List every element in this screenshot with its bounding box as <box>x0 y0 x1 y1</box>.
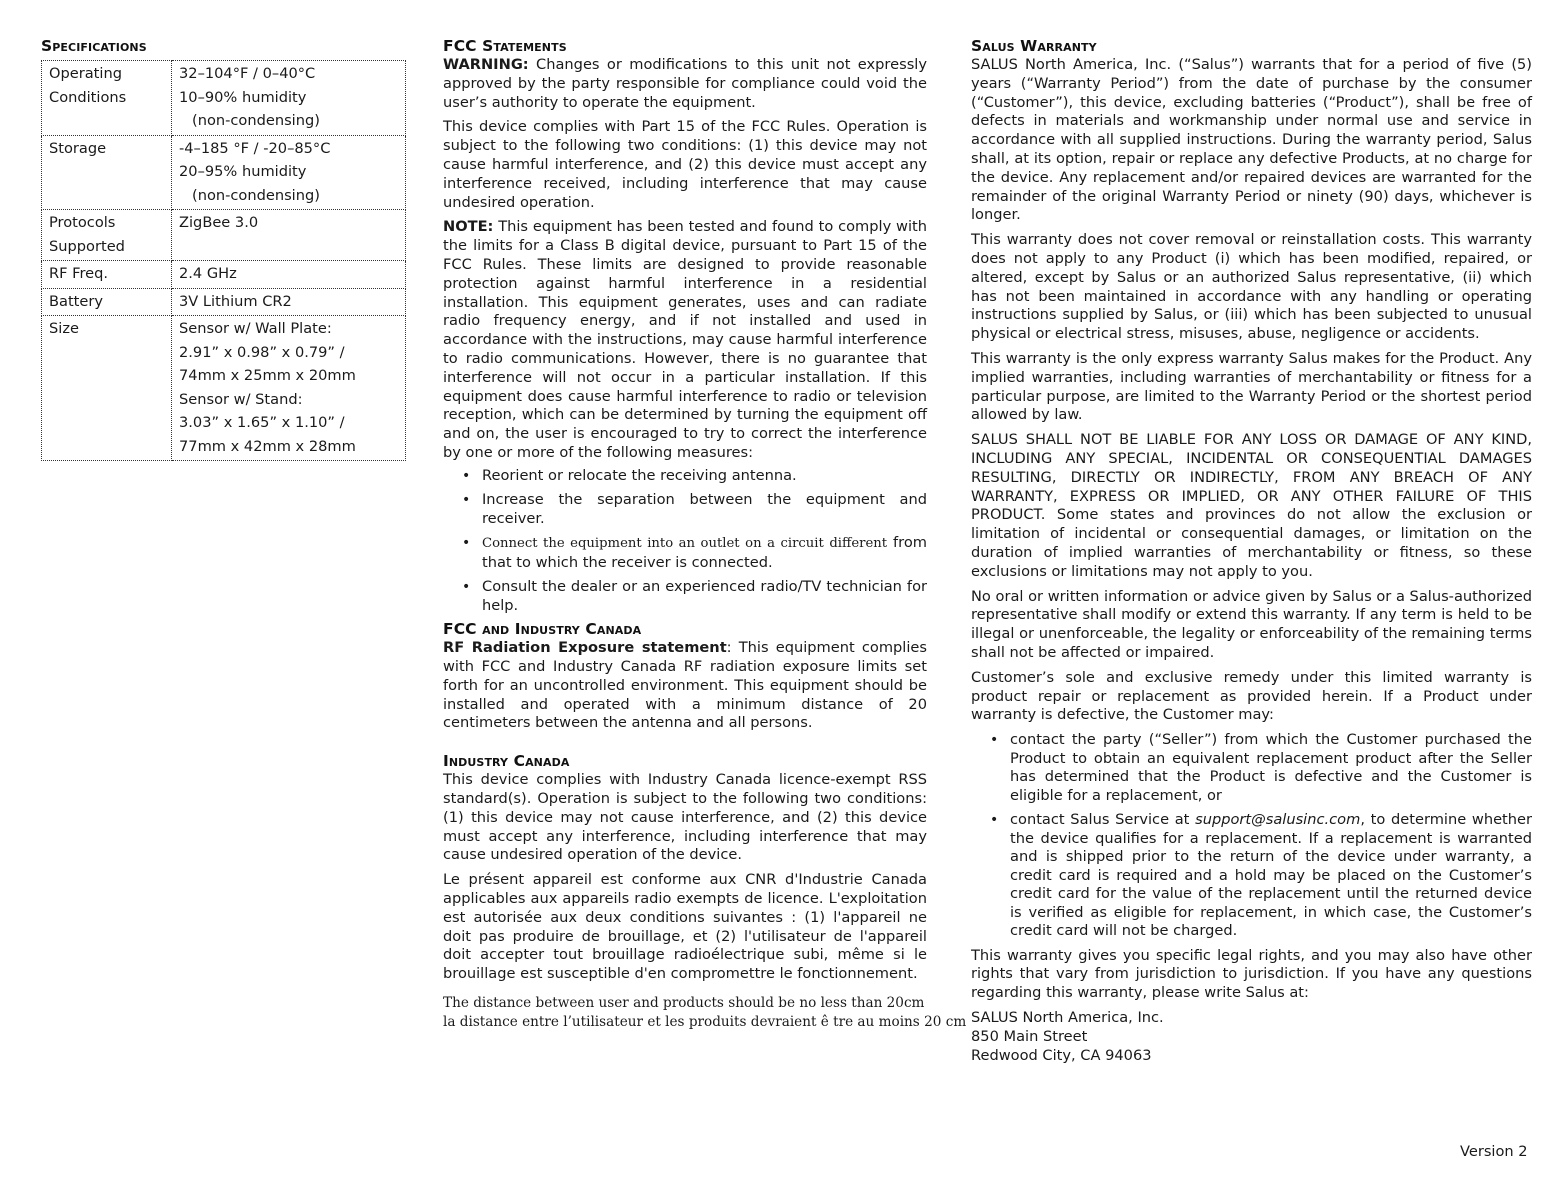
table-row <box>42 288 406 316</box>
address-line: SALUS North America, Inc. <box>971 1008 1164 1026</box>
spec-label: Operating <box>49 65 122 82</box>
note-label: NOTE: <box>443 218 494 236</box>
spec-value: -4–185 °F / -20–85°C <box>179 139 331 157</box>
version-label: Version 2 <box>1460 1143 1528 1160</box>
warranty-heading: Salus Warranty <box>971 37 1097 55</box>
spec-value: (non-condensing) <box>192 112 320 129</box>
table-row <box>42 261 406 289</box>
list-item: • contact Salus Service at support@salusinc.com, to determine whether the device qualifies for a replacement. If a replacement is warranted and is shipped prior to the return of the device under warranty, a credit card is required and a hold may be placed on the Customer’s credit card for the value of the replacement until the returned device is verified as eligible for replacement, in which case, the Customer’s credit card will not be charged. <box>1010 811 1532 941</box>
table-row <box>42 135 406 210</box>
spec-value: 74mm x 25mm x 20mm <box>179 367 356 384</box>
warranty-paragraph: This warranty gives you specific legal rights, and you may also have other rights that vary from jurisdiction to jurisdiction. If you have any questions regarding this warranty, please write Salus at: <box>971 946 1532 1002</box>
fcc-warning-paragraph: WARNING: Changes or modifications to this unit not expressly approved by the party responsible for compliance could void the user’s authority to operate the equipment. <box>443 56 927 111</box>
list-item: • Reorient or relocate the receiving antenna. <box>482 467 927 486</box>
distance-note-en: The distance between user and products should be no less than 20cm <box>443 994 925 1011</box>
warranty-paragraph: SALUS North America, Inc. (“Salus”) warrants that for a period of five (5) years (“Warranty Period”) from the date of purchase by the consumer (“Customer”), this device, excluding batteries (“Product”), shall be free of defects in materials and workmanship under normal use and service in accordance with all supplied instructions. During the warranty period, Salus shall, at its option, repair or replace any defective Products, at no charge for the device. Any replacement and/or repaired devices are warranted for the remainder of the original Warranty Period or ninety (90) days, whichever is longer. <box>971 56 1532 224</box>
spec-value: Sensor w/ Stand: <box>179 390 303 408</box>
spec-value: 2.91” x 0.98” x 0.79” / <box>179 343 345 361</box>
warranty-remedy-list <box>971 731 1532 941</box>
fcc-measures-list <box>443 467 927 616</box>
specifications-section <box>41 36 406 461</box>
list-item: • Consult the dealer or an experienced radio/TV technician for help. <box>482 578 927 615</box>
table-row <box>42 210 406 261</box>
spec-value: 2.4 GHz <box>179 265 237 282</box>
warranty-paragraph: Customer’s sole and exclusive remedy under this limited warranty is product repair or replacement as provided herein. If a Product under warranty is defective, the Customer may: <box>971 668 1532 724</box>
spec-label: Size <box>49 320 79 337</box>
warranty-paragraph: SALUS SHALL NOT BE LIABLE FOR ANY LOSS OR DAMAGE OF ANY KIND, INCLUDING ANY SPECIAL, INCIDENTAL OR CONSEQUENTIAL DAMAGES RESULTING, DIRECTLY OR INDIRECTLY, FROM ANY BREACH OF ANY WARRANTY, EXPRESS OR IMPLIED, OR ANY OTHER FAILURE OF THIS PRODUCT. Some states and provinces do not allow the exclusion or limitation of incidental or consequential damages, or limitation on the duration of implied warranties of merchantability or fitness, so these exclusions or limitations may not apply to you. <box>971 431 1532 580</box>
salus-address <box>971 1009 1532 1065</box>
spec-value: (non-condensing) <box>192 186 320 204</box>
spec-value: 32–104°F / 0–40°C <box>179 65 316 82</box>
specifications-table <box>41 60 406 461</box>
spec-value: 3V Lithium CR2 <box>179 292 292 310</box>
fcc-ic-heading: FCC and Industry Canada <box>443 620 642 639</box>
spec-label: Protocols <box>49 214 116 231</box>
table-row <box>42 316 406 461</box>
specifications-heading: Specifications <box>41 37 147 55</box>
fcc-note-paragraph: NOTE: This equipment has been tested and found to comply with the limits for a Class B digital device, pursuant to Part 15 of the FCC Rules. These limits are designed to provide reasonable protection against harmful interference in a residential installation. This equipment generates, uses and can radiate radio frequency energy, and if not installed and used in accordance with the instructions, may cause harmful interference to radio communications. However, there is no guarantee that interference will not occur in a particular installation. If this equipment does cause harmful interference to radio or television reception, which can be determined by turning the equipment off and on, the user is encouraged to try to correct the interference by one or more of the following measures: <box>443 218 927 461</box>
ic-french-paragraph: Le présent appareil est conforme aux CNR d'Industrie Canada applicables aux appareils radio exempts de licence. L'exploitation est autorisée aux deux conditions suivantes : (1) l'appareil ne doit pas produire de brouillage, et (2) l'utilisateur de l'appareil doit accepter tout brouillage radioélectrique subi, même si le brouillage est susceptible d'en compromettre le fonctionnement. <box>443 871 927 983</box>
spec-value: 77mm x 42mm x 28mm <box>179 437 356 455</box>
fcc-statements-heading: FCC Statements <box>443 37 567 55</box>
warning-label: WARNING: <box>443 56 529 73</box>
spec-label: Storage <box>49 139 107 157</box>
ic-english-paragraph: This device complies with Industry Canada licence-exempt RSS standard(s). Operation is subject to the following two conditions: (1) this device may not cause interference, and (2) this device must accept any interference, including interference that may cause undesired operation of the device. <box>443 771 927 864</box>
warranty-paragraph: No oral or written information or advice given by Salus or a Salus-authorized representative shall modify or extend this warranty. If any term is held to be illegal or unenforceable, the legality or enforceability of the remaining terms shall not be affected or impaired. <box>971 587 1532 661</box>
spec-value: 10–90% humidity <box>179 88 307 106</box>
spec-value: 20–95% humidity <box>179 163 307 180</box>
spec-label: Battery <box>49 292 104 310</box>
support-email-link[interactable]: support@salusinc.com <box>1195 811 1361 829</box>
fcc-column <box>443 36 967 1033</box>
warranty-section <box>971 36 1532 1065</box>
list-item: • Increase the separation between the equipment and receiver. <box>482 491 927 528</box>
warranty-paragraph: This warranty is the only express warranty Salus makes for the Product. Any implied warranties, including warranties of merchantability or fitness for a particular purpose, are limited to the Warranty Period or the shortest period allowed by law. <box>971 349 1532 424</box>
warranty-paragraph: This warranty does not cover removal or reinstallation costs. This warranty does not apply to any Product (i) which has been modified, repaired, or altered, except by Salus or an authorized Salus representative, (ii) which has not been maintained in accordance with any handling or operating instructions supplied by Salus, or (iii) which has been subjected to unusual physical or electrical stress, misuses, abuse, negligence or accidents. <box>971 231 1532 343</box>
fcc-part15-paragraph: This device complies with Part 15 of the FCC Rules. Operation is subject to the following two conditions: (1) this device may not cause harmful interference, and (2) this device must accept any interference received, including interference that may cause undesired operation. <box>443 118 927 211</box>
address-line: Redwood City, CA 94063 <box>971 1046 1152 1064</box>
distance-note-fr: la distance entre l’utilisateur et les produits devraient ê tre au moins 20 cm <box>443 1014 967 1031</box>
rf-exposure-paragraph: RF Radiation Exposure statement: This equipment complies with FCC and Industry Canada RF radiation exposure limits set forth for an uncontrolled environment. This equipment should be installed and operated with a minimum distance of 20 centimeters between the antenna and all persons. <box>443 639 927 732</box>
table-row <box>42 61 406 136</box>
spec-value: ZigBee 3.0 <box>179 214 259 231</box>
list-item: • Connect the equipment into an outlet on a circuit different from that to which the receiver is connected. <box>482 534 927 572</box>
list-item: • contact the party (“Seller”) from which the Customer purchased the Product to obtain an equivalent replacement product after the Seller has determined that the Product is defective and the Customer is eligible for a replacement, or <box>1010 731 1532 805</box>
industry-canada-heading: Industry Canada <box>443 752 570 771</box>
spec-value: Sensor w/ Wall Plate: <box>179 320 332 337</box>
address-line: 850 Main Street <box>971 1027 1088 1045</box>
rf-exposure-label: RF Radiation Exposure statement <box>443 639 727 657</box>
spec-label: Conditions <box>49 88 127 106</box>
spec-value: 3.03” x 1.65” x 1.10” / <box>179 414 345 431</box>
spec-label: RF Freq. <box>49 265 109 282</box>
spec-label: Supported <box>49 237 125 255</box>
